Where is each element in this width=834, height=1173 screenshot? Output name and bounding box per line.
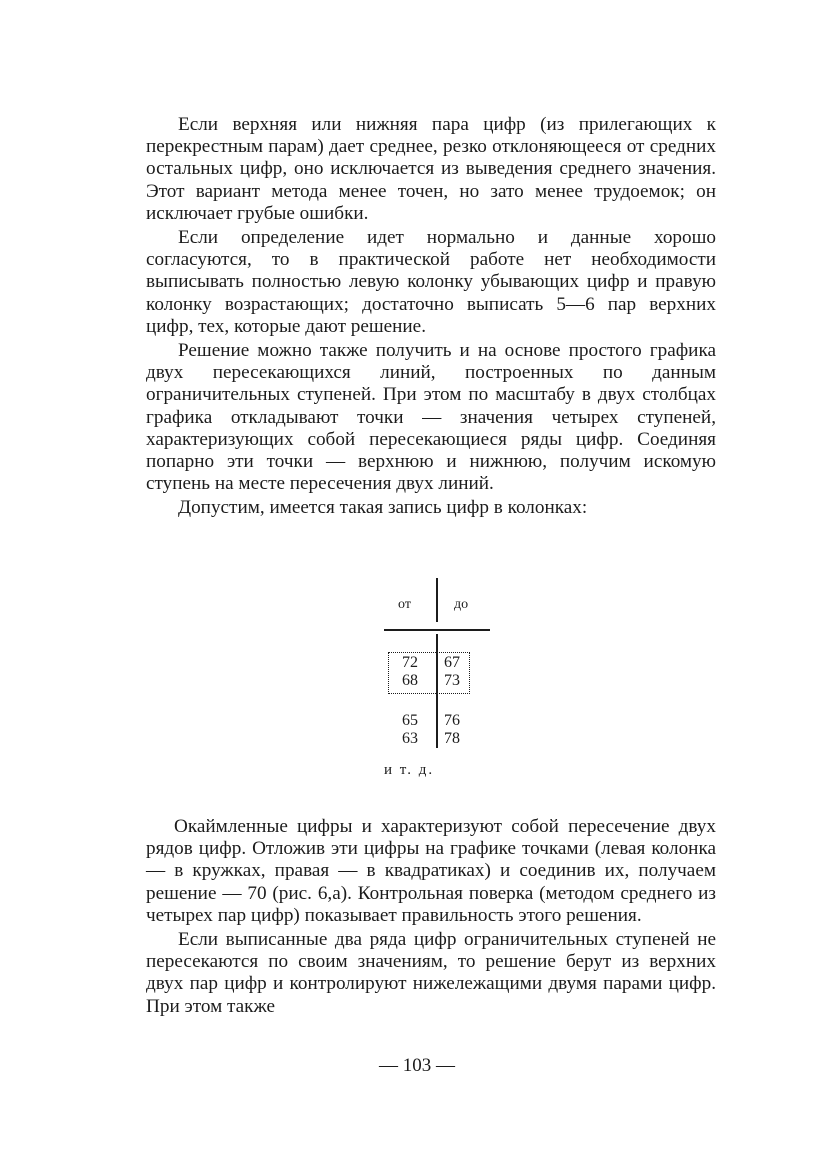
top-text-block — [146, 114, 716, 544]
cell-left: 63 — [402, 730, 418, 747]
paragraph: Если определение идет нормально и данные хорошо согласуются, то в практической работе нет необходимости выписывать полностью левую колонку убывающих цифр и правую колонку возрастающих; достаточно выписать 5—6 пар верхних цифр, тех, которые дают решение. — [146, 227, 716, 337]
paragraph: Если выписанные два ряда цифр ограничительных ступеней не пересекаются по своим значениям, то решение берут из верхних двух пар цифр и контролируют нижележащими двумя парами цифр. При этом также — [146, 929, 716, 1017]
paragraph: Решение можно также получить и на основе простого графика двух пересекающихся линий, построенных по данным ограничительных ступеней. При этом по масштабу в двух столбцах графика откладывают точки — значения четырех ступеней, характеризующих собой пересекающиеся ряды цифр. Соединяя попарно эти точки — верхнюю и нижнюю, получим искомую ступень на месте пересечения двух линий. — [146, 340, 716, 495]
paragraph: Допустим, имеется такая запись цифр в колонках: — [178, 497, 588, 519]
number-columns-table — [380, 578, 490, 788]
column-header-from: от — [398, 597, 411, 612]
cell-right: 76 — [444, 712, 460, 729]
header-rule — [384, 629, 490, 631]
column-divider — [436, 578, 438, 622]
cell-right: 78 — [444, 730, 460, 747]
cell-right: 73 — [444, 672, 460, 689]
cell-left: 65 — [402, 712, 418, 729]
paragraph: Окаймленные цифры и характеризуют собой пересечение двух рядов цифр. Отложив эти цифры на графике точками (левая колонка — в кружках, правая — в квадратиках) и соединив их, получаем решение — 70 (рис. 6,а). Контрольная поверка (методом среднего из четырех пар цифр) показывает правильность этого решения. — [146, 816, 716, 926]
column-header-to: до — [454, 597, 469, 612]
cell-left: 68 — [402, 672, 418, 689]
paragraph: Если верхняя или нижняя пара цифр (из прилегающих к перекрестным парам) дает среднее, резко отклоняющееся от средних остальных цифр, оно исключается из выведения среднего значения. Этот вариант метода менее точен, но зато менее трудоемок; он исключает грубые ошибки. — [146, 114, 716, 224]
page-number: — 103 — — [379, 1055, 455, 1076]
cell-right: 67 — [444, 654, 460, 671]
bottom-text-block — [146, 816, 716, 1020]
cell-left: 72 — [402, 654, 418, 671]
etc-note: и т. д. — [384, 762, 435, 778]
